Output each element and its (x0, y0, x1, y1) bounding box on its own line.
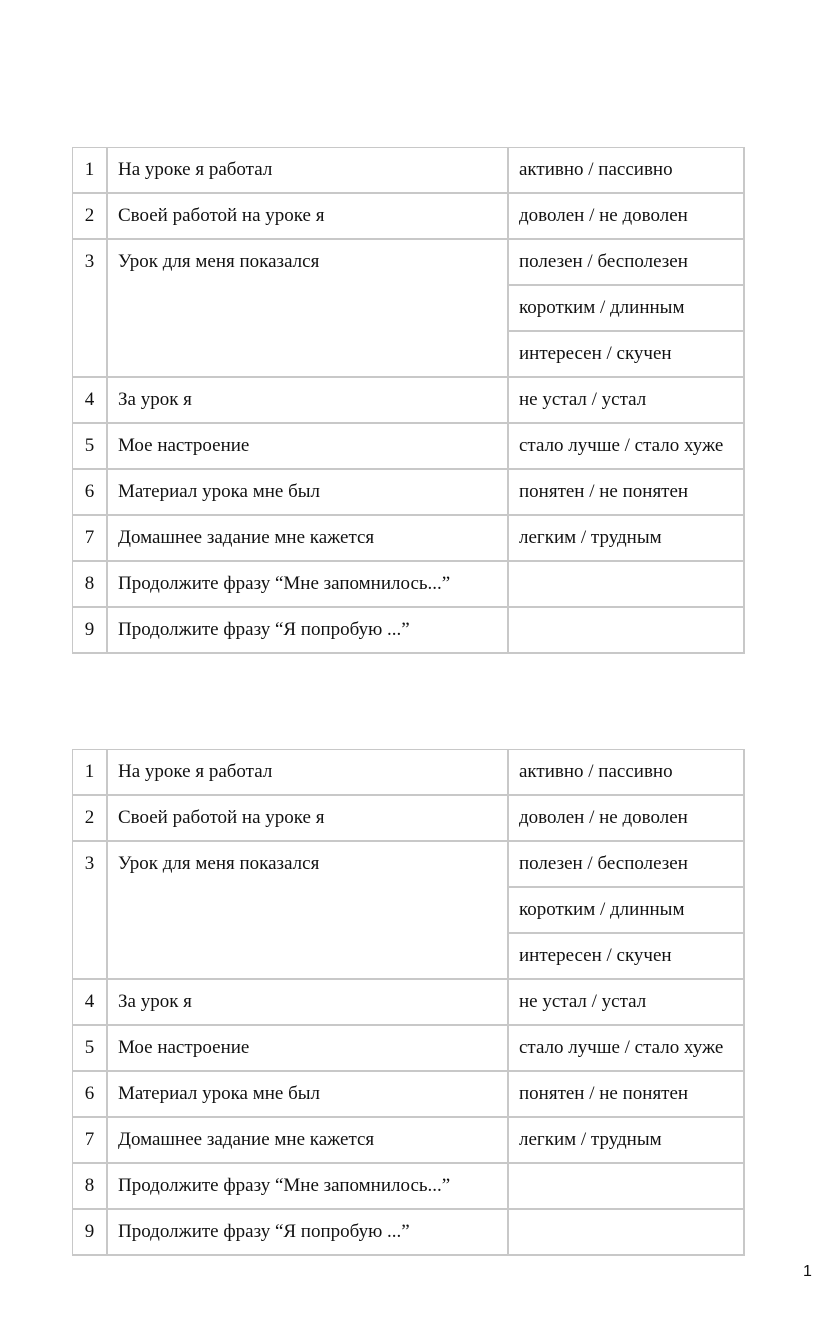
question-cell: Домашнее задание мне кажется (108, 1118, 509, 1164)
table-row (73, 842, 745, 888)
table-row (73, 424, 745, 470)
table-row (73, 148, 745, 194)
table-row (73, 516, 745, 562)
table-row (73, 1026, 745, 1072)
answer-cell: интересен / скучен (509, 332, 745, 378)
question-cell: Мое настроение (108, 1026, 509, 1072)
answer-cell: стало лучше / стало хуже (509, 1026, 745, 1072)
answer-cell: понятен / не понятен (509, 470, 745, 516)
answer-cell (509, 608, 745, 654)
answer-cell: активно / пассивно (509, 148, 745, 194)
table-row (73, 194, 745, 240)
reflection-table-2 (72, 749, 745, 1256)
row-number: 7 (73, 516, 108, 562)
answer-cell: не устал / устал (509, 980, 745, 1026)
question-cell: За урок я (108, 980, 509, 1026)
table-row (73, 562, 745, 608)
row-number: 3 (73, 240, 108, 378)
row-number: 9 (73, 1210, 108, 1256)
question-cell: Материал урока мне был (108, 470, 509, 516)
question-cell: Своей работой на уроке я (108, 796, 509, 842)
question-cell: Продолжите фразу “Я попробую ...” (108, 608, 509, 654)
table-row (73, 240, 745, 286)
row-number: 8 (73, 562, 108, 608)
answer-cell: коротким / длинным (509, 888, 745, 934)
question-cell: Своей работой на уроке я (108, 194, 509, 240)
answer-cell: доволен / не доволен (509, 796, 745, 842)
table-body (73, 148, 745, 654)
row-number: 7 (73, 1118, 108, 1164)
question-cell: Урок для меня показался (108, 240, 509, 378)
row-number: 6 (73, 1072, 108, 1118)
row-number: 5 (73, 1026, 108, 1072)
question-cell: Продолжите фразу “Я попробую ...” (108, 1210, 509, 1256)
row-number: 4 (73, 378, 108, 424)
question-cell: На уроке я работал (108, 750, 509, 796)
question-cell: Домашнее задание мне кажется (108, 516, 509, 562)
answer-cell: понятен / не понятен (509, 1072, 745, 1118)
table-row (73, 1118, 745, 1164)
table-row (73, 796, 745, 842)
answer-cell: интересен / скучен (509, 934, 745, 980)
table-row (73, 1072, 745, 1118)
table-row (73, 980, 745, 1026)
table-body (73, 750, 745, 1256)
table-row (73, 750, 745, 796)
answer-cell: полезен / бесполезен (509, 240, 745, 286)
row-number: 2 (73, 796, 108, 842)
answer-cell: не устал / устал (509, 378, 745, 424)
answer-cell: легким / трудным (509, 1118, 745, 1164)
question-cell: Материал урока мне был (108, 1072, 509, 1118)
row-number: 4 (73, 980, 108, 1026)
row-number: 8 (73, 1164, 108, 1210)
row-number: 9 (73, 608, 108, 654)
row-number: 5 (73, 424, 108, 470)
question-cell: На уроке я работал (108, 148, 509, 194)
answer-cell (509, 562, 745, 608)
row-number: 1 (73, 148, 108, 194)
reflection-table-1 (72, 147, 745, 654)
answer-cell (509, 1210, 745, 1256)
answer-cell: доволен / не доволен (509, 194, 745, 240)
answer-cell: легким / трудным (509, 516, 745, 562)
page-number: 1 (803, 1263, 812, 1280)
table-row (73, 608, 745, 654)
question-cell: Урок для меня показался (108, 842, 509, 980)
answer-cell: коротким / длинным (509, 286, 745, 332)
row-number: 1 (73, 750, 108, 796)
question-cell: Продолжите фразу “Мне запомнилось...” (108, 1164, 509, 1210)
answer-cell: стало лучше / стало хуже (509, 424, 745, 470)
table-row (73, 1210, 745, 1256)
row-number: 3 (73, 842, 108, 980)
question-cell: Мое настроение (108, 424, 509, 470)
question-cell: За урок я (108, 378, 509, 424)
answer-cell: полезен / бесполезен (509, 842, 745, 888)
row-number: 6 (73, 470, 108, 516)
table-row (73, 470, 745, 516)
row-number: 2 (73, 194, 108, 240)
table-row (73, 378, 745, 424)
answer-cell (509, 1164, 745, 1210)
answer-cell: активно / пассивно (509, 750, 745, 796)
table-row (73, 1164, 745, 1210)
question-cell: Продолжите фразу “Мне запомнилось...” (108, 562, 509, 608)
